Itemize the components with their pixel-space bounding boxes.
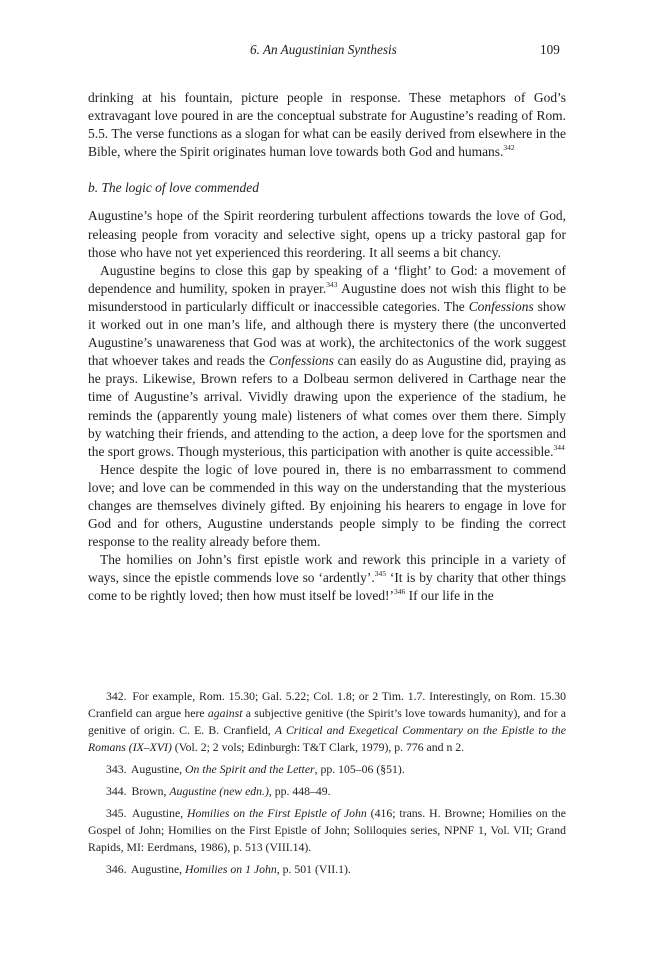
running-head [0,40,650,60]
footnote-ref-343: 343 [326,279,338,289]
footnote-344 [88,783,566,800]
footnote-text: , pp. 105–06 (§51). [314,763,405,776]
paragraph-5-part-c: If our life in the [405,588,494,604]
footnote-text: Brown, [131,785,170,798]
footnote-342 [88,688,566,756]
paragraph-1 [88,89,566,161]
footnote-ref-346: 346 [394,587,406,597]
footnote-book-title: Augustine (new edn.) [169,785,269,798]
footnote-346 [88,861,566,878]
paragraph-4-text: Hence despite the logic of love poured in, there is no embarrassment to commend love; and love can be commended in this way on the understanding that the mysterious changes are themselves divinely gifted. By enjoining his hearers to engage in love for God and for others, Augustine understands people simply to be finding the correct response to the reality already before them. [88,461,566,550]
footnote-book-title: A Critical and Exegetical Commentary on the Epistle to the Romans (IX–XVI) [88,724,566,754]
page-number: 109 [540,42,560,57]
footnote-ref-344: 344 [553,442,565,452]
footnote-343 [88,761,566,778]
paragraph-3-part-d: show it worked out in one man’s life, and although there is mystery there (the unconverted Augustine’s unawareness that God was at work), the architectonics of the work suggest that whoever takes and reads the [88,298,567,369]
footnote-text: a subjective genitive (the Spirit’s love towards humanity), and for a genitive of origin. C. E. B. Cranfield, [88,707,567,737]
footnote-ref-342: 342 [503,143,515,153]
paragraph-4 [88,461,566,551]
running-title: 6. An Augustinian Synthesis [250,42,397,57]
paragraph-3-part-a: Augustine begins to close this gap by speaking of a ‘flight’ to God: a movement of dependence and humility, spoken in prayer. [88,262,566,296]
footnote-text: Augustine, [130,863,186,876]
paragraph-2-text: Augustine’s hope of the Spirit reordering turbulent affections towards the love of God, releasing people from voracity and selective sight, opens up a tricky pastoral gap for those who have not yet experienced this reordering. It all seems a bit chancy. [88,208,566,260]
footnote-number: 346. [106,863,127,876]
section-subheading [88,179,566,197]
footnote-text: , p. 501 (VII.1). [276,863,351,876]
main-text [88,89,566,606]
footnote-ref-345: 345 [374,569,386,579]
paragraph-1-text: drinking at his fountain, picture people in response. These metaphors of God’s extravagant love poured in are the conceptual substrate for Augustine’s reading of Rom. 5.5. The verse functions as a slogan for what can be easily derived from elsewhere in the Bible, where the Spirit originates human love towards both God and humans. [88,90,566,160]
footnote-number: 342. [106,690,127,703]
book-title-confessions-2: Confessions [268,353,334,369]
subheading-letter: b. [88,180,99,196]
paragraph-3-part-f: can easily do as Augustine did, praying as he prays. Likewise, Brown refers to a Dolbeau sermon delivered in Carthage near the time of Augustine’s arrival. Vividly drawing upon the experience of the stadium, he reminds the (apparently young male) listeners of what comes over them there. Simply by watching their friends, and attending to the action, a deep love for the sportsmen and the sport grows. Though mysterious, this participation with another is quite accessible. [88,353,566,459]
footnote-number: 343. [106,763,127,776]
footnote-book-title: Homilies on the First Epistle of John [187,807,367,820]
footnote-book-title: Homilies on 1 John [185,863,277,876]
paragraph-2 [88,207,566,261]
footnote-text: (416; trans. H. Browne; Homilies on the Gospel of John; Homilies on the First Epistle of John; Soliloquies series, NPNF 1, Vol. VII; Grand Rapids, MI: Eerdmans, 1986), p. 513 (VIII.14). [88,807,566,854]
footnote-book-title: On the Spirit and the Letter [185,763,315,776]
footnote-italic: against [207,707,243,720]
paragraph-3-part-b: Augustine does not wish this flight to be misunderstood in particularly difficult or inaccessible categories. The [88,280,566,314]
footnote-number: 345. [106,807,127,820]
subheading-text: The logic of love commended [101,180,259,196]
paragraph-5 [88,551,566,605]
footnote-text: Augustine, [131,807,188,820]
footnote-text: For example, Rom. 15.30; Gal. 5.22; Col. 1.8; or 2 Tim. 1.7. Interestingly, on Rom. 15.30 Cranfield can argue here [88,690,567,720]
book-title-confessions: Confessions [468,298,534,314]
footnote-number: 344. [106,785,127,798]
footnotes [88,688,566,883]
paragraph-3 [88,262,566,461]
footnote-text: Augustine, [130,763,186,776]
footnote-text: (Vol. 2; 2 vols; Edinburgh: T&T Clark, 1979), p. 776 and n 2. [171,741,465,754]
paragraph-5-part-b: ‘It is by charity that other things come to be rightly loved; then how must itself be loved!’ [88,570,566,604]
paragraph-5-part-a: The homilies on John’s first epistle work and rework this principle in a variety of ways, since the epistle commends love so ‘ardently’. [88,552,566,586]
footnote-345 [88,805,566,856]
footnote-text: , pp. 448–49. [268,785,331,798]
